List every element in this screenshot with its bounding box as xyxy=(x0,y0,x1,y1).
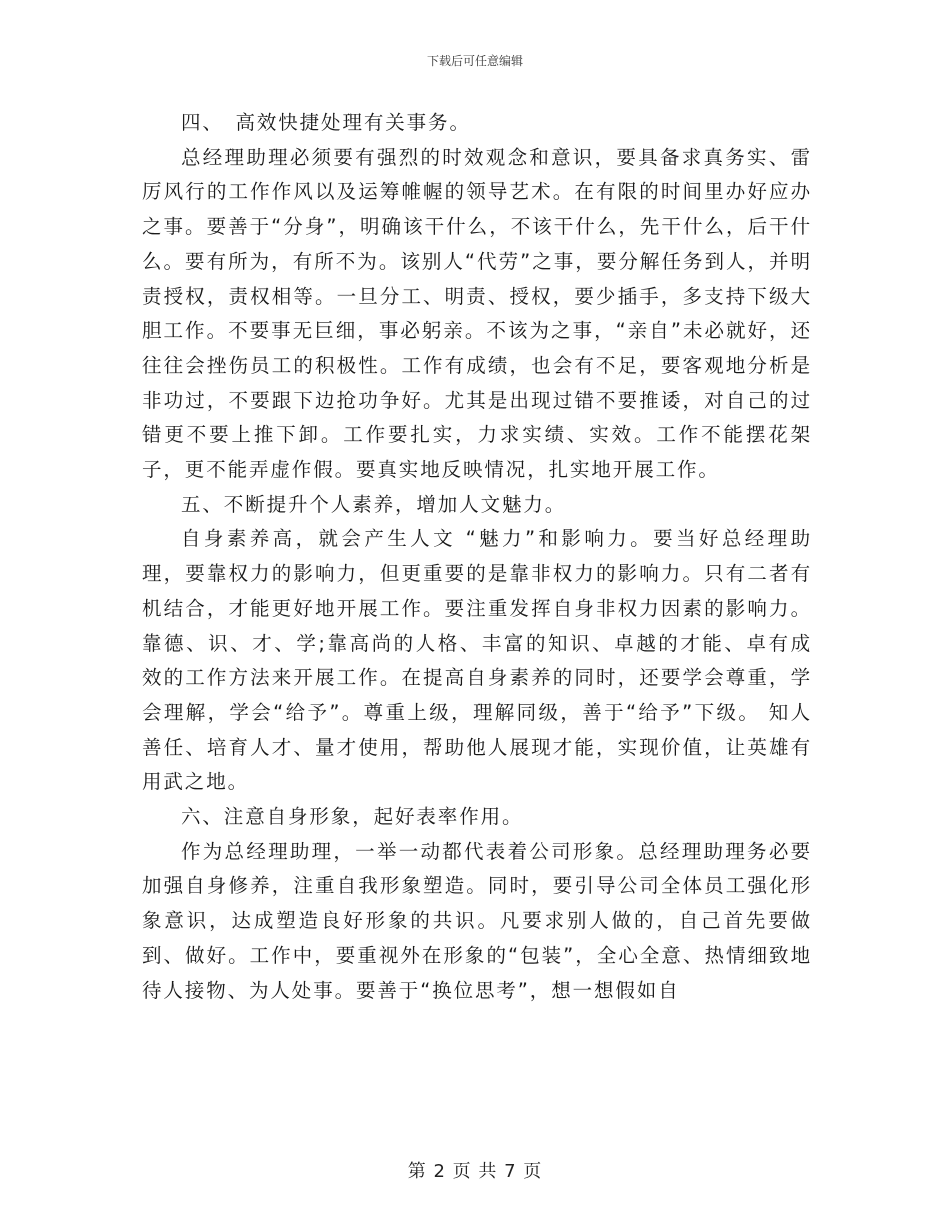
document-body xyxy=(142,106,812,1008)
page-header: 下载后可任意编辑 xyxy=(426,54,523,68)
section-heading-5: 五、不断提升个人素养，增加人文魅力。 xyxy=(181,492,567,516)
paragraph-section-5: 自身素养高，就会产生人文 “魅力”和影响力。要当好总经理助理，要靠权力的影响力，但更重要的是靠非权力的影响力。只有二者有机结合，才能更好地开展工作。要注重发挥自身非权力因素的影响力。靠德、识、才、学;靠高尚的人格、丰富的知识、卓越的才能、卓有成效的工作方法来开展工作。在提高自身素养的同时，还要学会尊重，学会理解，学会“给予”。尊重上级，理解同级，善于“给予”下级。 知人善任、培育人才、量才使用，帮助他人展现才能，实现价值，让英雄有用武之地。 xyxy=(142,527,812,794)
paragraph-section-4: 总经理助理必须要有强烈的时效观念和意识，要具备求真务实、雷厉风行的工作作风以及运筹帷幄的领导艺术。在有限的时间里办好应办之事。要善于“分身”，明确该干什么，不该干什么，先干什么，后干什么。要有所为，有所不为。该别人“代劳”之事，要分解任务到人，并明责授权，责权相等。一旦分工、明责、授权，要少插手，多支持下级大胆工作。不要事无巨细，事必躬亲。不该为之事，“亲自”未必就好，还往往会挫伤员工的积极性。工作有成绩，也会有不足，要客观地分析是非功过，不要跟下边抢功争好。尤其是出现过错不要推诿，对自己的过错更不要上推下卸。工作要扎实，力求实绩、实效。工作不能摆花架子，更不能弄虚作假。要真实地反映情况，扎实地开展工作。 xyxy=(142,145,812,482)
page-number-footer: 第 2 页 共 7 页 xyxy=(407,1161,543,1182)
section-heading-6: 六、注意自身形象，起好表率作用。 xyxy=(181,805,524,829)
section-heading-4: 四、 高效快捷处理有关事务。 xyxy=(181,111,471,134)
paragraph-section-6: 作为总经理助理，一举一动都代表着公司形象。总经理助理务必要加强自身修养，注重自我形象塑造。同时，要引导公司全体员工强化形象意识，达成塑造良好形象的共识。凡要求别人做的，自己首先要做到、做好。工作中，要重视外在形象的“包装”，全心全意、热情细致地待人接物、为人处事。要善于“换位思考”，想一想假如自 xyxy=(142,839,812,1002)
